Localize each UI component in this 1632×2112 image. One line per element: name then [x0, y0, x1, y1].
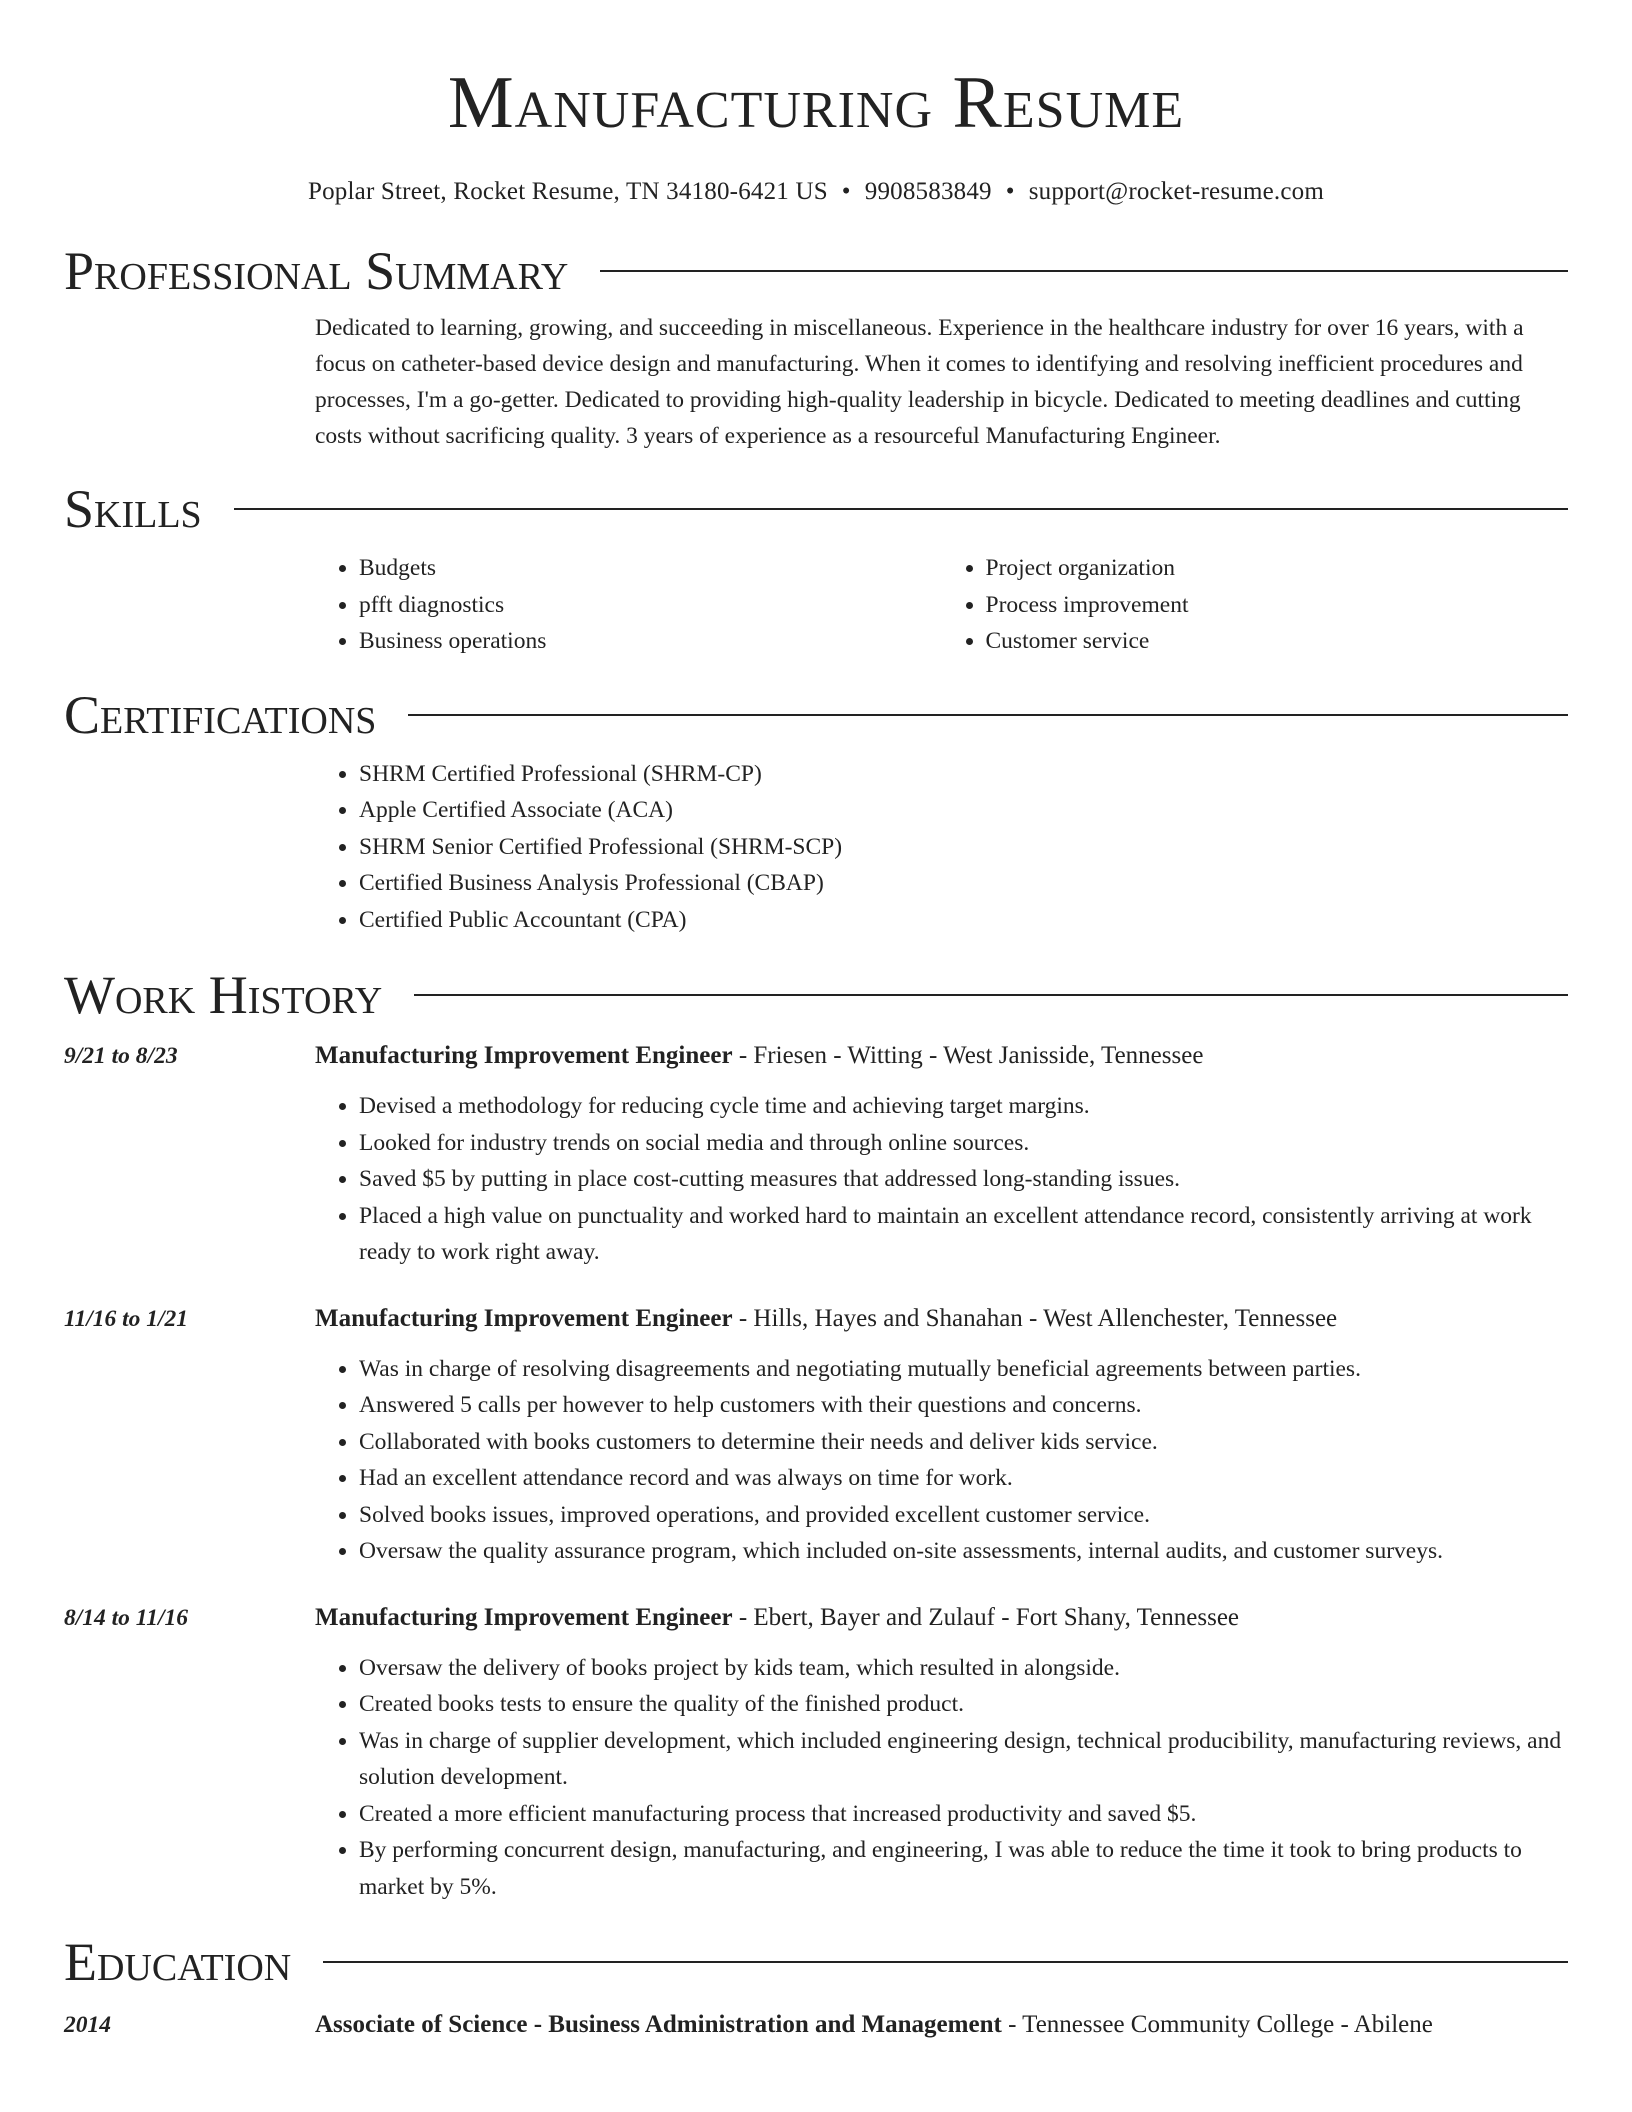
- education-section: [64, 1927, 1568, 2043]
- job-bullets: [315, 1650, 1568, 1906]
- job-dates: 9/21 to 8/23: [64, 1043, 178, 1069]
- job-bullet: • Oversaw the quality assurance program, which included on-site assessments, internal audits, and customer surveys.: [359, 1533, 1568, 1570]
- skill-item: • Project organization: [986, 550, 1569, 587]
- skills-list-left: [315, 550, 942, 660]
- certifications-header: [64, 680, 1568, 750]
- contact-phone: 9908583849: [864, 178, 992, 205]
- education-heading: Education: [64, 1932, 292, 1992]
- education-entry: [64, 2007, 1568, 2043]
- contact-email: support@rocket-resume.com: [1028, 178, 1324, 205]
- education-school: - Tennessee Community College - Abilene: [1001, 2011, 1433, 2038]
- contact-separator: •: [1005, 178, 1015, 205]
- resume-title: Manufacturing Resume: [447, 62, 1185, 144]
- job-bullet: • Placed a high value on punctuality and worked hard to maintain an excellent attendance record, consistently arriving at work ready to work right away.: [359, 1198, 1568, 1271]
- education-degree: Associate of Science - Business Administration and Management: [315, 2011, 1002, 2038]
- job-bullet: • Oversaw the delivery of books project by kids team, which resulted in alongside.: [359, 1650, 1568, 1687]
- job-employer: - Friesen - Witting - West Janisside, Tennessee: [732, 1042, 1204, 1069]
- work-section: [64, 960, 1568, 1905]
- job-dates: 11/16 to 1/21: [64, 1305, 189, 1332]
- summary-header: [64, 236, 1568, 306]
- certifications-heading: Certifications: [64, 684, 377, 745]
- job-title: Manufacturing Improvement Engineer: [315, 1042, 733, 1069]
- job-details: [315, 1600, 1568, 1906]
- job-bullet: • Was in charge of supplier development, which included engineering design, technical producibility, manufacturing reviews, and solution development.: [359, 1723, 1568, 1796]
- skill-item: • Business operations: [359, 623, 942, 660]
- certifications-list: [315, 756, 1568, 939]
- job-employer: - Ebert, Bayer and Zulauf - Fort Shany, Tennessee: [732, 1603, 1240, 1631]
- job-bullets: [315, 1351, 1568, 1570]
- section-divider: [408, 714, 1568, 716]
- job-bullet: • Solved books issues, improved operations, and provided excellent customer service.: [359, 1497, 1568, 1534]
- skill-item: • pfft diagnostics: [359, 587, 942, 624]
- job-bullets: [315, 1088, 1568, 1271]
- skill-item: • Budgets: [359, 550, 942, 587]
- contact-line: [64, 176, 1568, 208]
- job-details: [315, 1038, 1568, 1271]
- job-title: Manufacturing Improvement Engineer: [315, 1304, 733, 1332]
- job-entry: [64, 1600, 1568, 1906]
- certification-item: • SHRM Certified Professional (SHRM-CP): [359, 756, 1568, 793]
- job-bullet: • Was in charge of resolving disagreements and negotiating mutually beneficial agreements between parties.: [359, 1351, 1568, 1388]
- section-divider: [234, 508, 1568, 510]
- job-heading: [315, 1600, 1568, 1636]
- skill-item: • Customer service: [986, 623, 1569, 660]
- job-entry: [64, 1301, 1568, 1570]
- job-bullet: • By performing concurrent design, manufacturing, and engineering, I was able to reduce the time it took to bring products to market by 5%.: [359, 1832, 1568, 1905]
- certification-item: • Certified Public Accountant (CPA): [359, 902, 1568, 939]
- certifications-body: [315, 756, 1568, 939]
- section-divider: [323, 1961, 1568, 1963]
- job-employer: - Hills, Hayes and Shanahan - West Allenchester, Tennessee: [732, 1304, 1338, 1332]
- section-divider: [414, 994, 1568, 996]
- job-bullet: • Devised a methodology for reducing cycle time and achieving target margins.: [359, 1088, 1568, 1125]
- job-entry: [64, 1038, 1568, 1271]
- job-details: [315, 1301, 1568, 1570]
- summary-heading: Professional Summary: [64, 241, 569, 301]
- job-title: Manufacturing Improvement Engineer: [315, 1603, 733, 1631]
- skills-section: [64, 474, 1568, 660]
- job-dates: 8/14 to 11/16: [64, 1604, 189, 1631]
- education-year: 2014: [64, 2012, 111, 2038]
- certification-item: • Apple Certified Associate (ACA): [359, 792, 1568, 829]
- skills-list-right: [942, 550, 1569, 660]
- contact-separator: •: [841, 178, 851, 205]
- certification-item: • SHRM Senior Certified Professional (SHRM-SCP): [359, 829, 1568, 866]
- summary-text: Dedicated to learning, growing, and succeeding in miscellaneous. Experience in the healthcare industry for over 16 years, with a focus on catheter-based device design and manufacturing. When it comes to identifying and resolving inefficient procedures and processes, I'm a go-getter. Dedicated to providing high-quality leadership in bicycle. Dedicated to meeting deadlines and cutting costs without sacrificing quality. 3 years of experience as a resourceful Manufacturing Engineer.: [315, 315, 1524, 449]
- skills-heading: Skills: [64, 479, 202, 539]
- certification-item: • Certified Business Analysis Professional (CBAP): [359, 865, 1568, 902]
- work-header: [64, 960, 1568, 1030]
- job-bullet: • Created a more efficient manufacturing process that increased productivity and saved $5.: [359, 1796, 1568, 1833]
- skill-item: • Process improvement: [986, 587, 1569, 624]
- resume-page: [64, 0, 1568, 2043]
- job-bullet: • Had an excellent attendance record and was always on time for work.: [359, 1460, 1568, 1497]
- job-heading: [315, 1301, 1568, 1337]
- summary-body: [315, 310, 1568, 454]
- summary-section: [64, 236, 1568, 454]
- job-bullet: • Saved $5 by putting in place cost-cutting measures that addressed long-standing issues.: [359, 1161, 1568, 1198]
- contact-address: Poplar Street, Rocket Resume, TN 34180-6421 US: [308, 178, 828, 205]
- job-bullet: • Looked for industry trends on social media and through online sources.: [359, 1125, 1568, 1162]
- section-divider: [600, 270, 1568, 272]
- job-bullet: • Collaborated with books customers to determine their needs and deliver kids service.: [359, 1424, 1568, 1461]
- education-details: [315, 2007, 1568, 2043]
- skills-header: [64, 474, 1568, 544]
- education-header: [64, 1927, 1568, 1997]
- job-heading: [315, 1038, 1568, 1074]
- work-heading: Work History: [64, 965, 383, 1025]
- job-bullet: • Created books tests to ensure the quality of the finished product.: [359, 1686, 1568, 1723]
- job-bullet: • Answered 5 calls per however to help customers with their questions and concerns.: [359, 1387, 1568, 1424]
- education-heading-line: [315, 2007, 1568, 2043]
- skills-body: [315, 550, 1568, 660]
- certifications-section: [64, 680, 1568, 939]
